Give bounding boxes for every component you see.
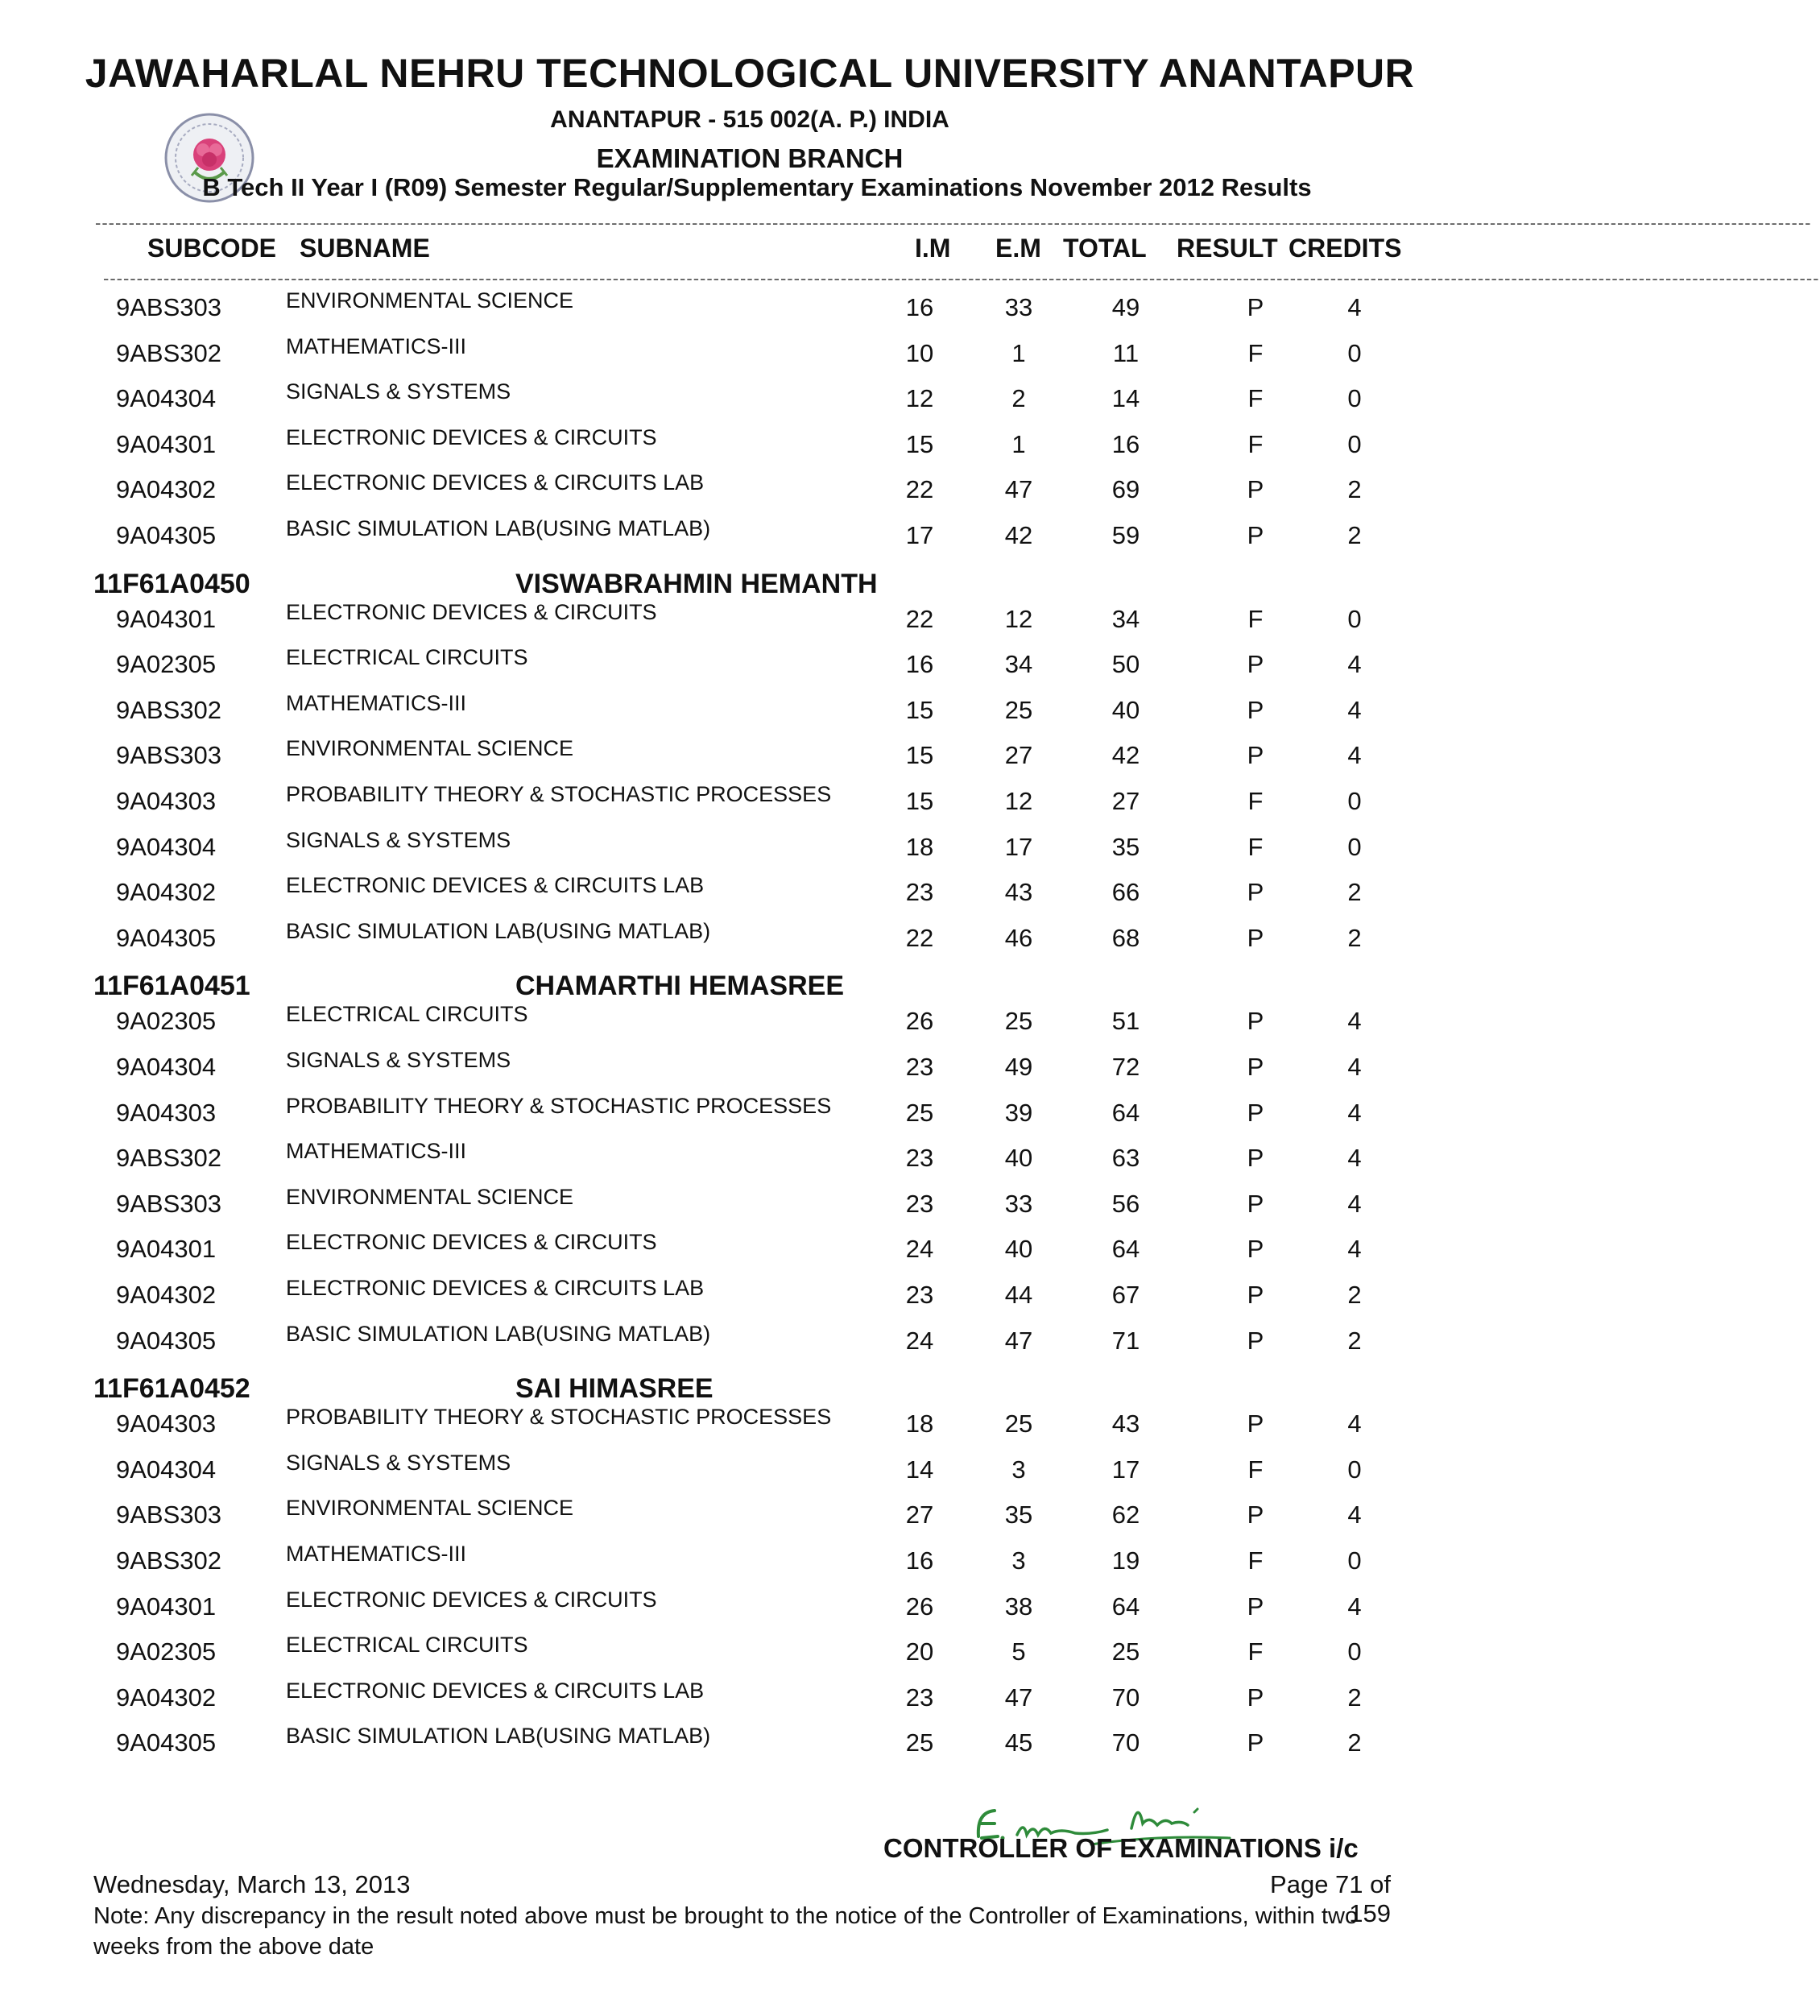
- result-status: P: [1247, 475, 1264, 504]
- result-status: P: [1247, 1728, 1264, 1757]
- external-marks: 3: [1011, 1546, 1026, 1575]
- subject-code: 9A04303: [116, 1410, 217, 1439]
- result-status: F: [1247, 1455, 1264, 1484]
- table-row: [0, 1542, 1649, 1587]
- table-row: [0, 691, 1649, 736]
- subject-name: ELECTRONIC DEVICES & CIRCUITS LAB: [286, 873, 705, 898]
- subject-code: 9A04301: [116, 1592, 217, 1621]
- student-name: VISWABRAHMIN HEMANTH: [515, 568, 878, 599]
- subject-code: 9ABS302: [116, 695, 221, 724]
- subject-name: SIGNALS & SYSTEMS: [286, 379, 511, 404]
- credits-earned: 4: [1347, 695, 1362, 724]
- result-status: P: [1247, 521, 1264, 549]
- result-status: P: [1247, 1144, 1264, 1173]
- credits-earned: 4: [1347, 293, 1362, 321]
- internal-marks: 18: [905, 832, 934, 861]
- result-status: P: [1247, 1410, 1264, 1439]
- subject-name: ELECTRONIC DEVICES & CIRCUITS LAB: [286, 1276, 705, 1300]
- subject-code: 9A04303: [116, 787, 217, 815]
- total-marks: 25: [1111, 1637, 1140, 1666]
- internal-marks: 15: [905, 695, 934, 724]
- external-marks: 5: [1011, 1637, 1026, 1666]
- external-marks: 12: [1004, 787, 1033, 815]
- external-marks: 17: [1004, 832, 1033, 861]
- col-em: E.M: [995, 234, 1041, 263]
- total-marks: 56: [1111, 1189, 1140, 1218]
- table-row: [0, 1588, 1649, 1633]
- result-status: F: [1247, 604, 1264, 633]
- table-row: [0, 425, 1649, 470]
- header-divider-bottom: ----------------------------------------------------------------------------------------------------------------------------------------------------------------------------------------------------------------------------------------------------------------: [103, 268, 1820, 288]
- credits-earned: 4: [1347, 1007, 1362, 1036]
- subject-name: ENVIRONMENTAL SCIENCE: [286, 736, 574, 761]
- total-marks: 42: [1111, 741, 1140, 770]
- external-marks: 25: [1004, 695, 1033, 724]
- subject-name: ELECTRONIC DEVICES & CIRCUITS LAB: [286, 470, 705, 495]
- internal-marks: 10: [905, 338, 934, 367]
- internal-marks: 22: [905, 475, 934, 504]
- subject-code: 9A02305: [116, 650, 217, 679]
- total-marks: 19: [1111, 1546, 1140, 1575]
- credits-earned: 2: [1347, 1683, 1362, 1712]
- result-status: F: [1247, 384, 1264, 413]
- internal-marks: 18: [905, 1410, 934, 1439]
- hall-ticket-number: 11F61A0450: [93, 568, 250, 599]
- subject-code: 9A04304: [116, 1455, 217, 1484]
- subject-name: ELECTRONIC DEVICES & CIRCUITS: [286, 424, 657, 449]
- credits-earned: 0: [1347, 1455, 1362, 1484]
- credits-earned: 4: [1347, 1410, 1362, 1439]
- col-im: I.M: [915, 234, 951, 263]
- col-subname: SUBNAME: [300, 234, 430, 263]
- external-marks: 40: [1004, 1144, 1033, 1173]
- table-row: [0, 1094, 1649, 1139]
- subject-name: MATHEMATICS-III: [286, 333, 466, 358]
- internal-marks: 23: [905, 878, 934, 907]
- subject-name: BASIC SIMULATION LAB(USING MATLAB): [286, 516, 711, 540]
- subject-name: SIGNALS & SYSTEMS: [286, 827, 511, 852]
- table-row: [0, 1679, 1649, 1724]
- result-status: P: [1247, 923, 1264, 952]
- table-row: [0, 1496, 1649, 1541]
- credits-earned: 2: [1347, 878, 1362, 907]
- subject-code: 9A04304: [116, 384, 217, 413]
- total-marks: 34: [1111, 604, 1140, 633]
- result-status: F: [1247, 787, 1264, 815]
- total-marks: 70: [1111, 1728, 1140, 1757]
- external-marks: 33: [1004, 1189, 1033, 1218]
- total-marks: 67: [1111, 1281, 1140, 1309]
- internal-marks: 17: [905, 521, 934, 549]
- table-row: [0, 1322, 1649, 1367]
- student-header: [0, 1373, 1649, 1409]
- credits-earned: 4: [1347, 1592, 1362, 1621]
- table-row: [0, 736, 1649, 781]
- university-address: ANANTAPUR - 515 002(A. P.) INDIA: [550, 106, 949, 133]
- external-marks: 44: [1004, 1281, 1033, 1309]
- subject-name: PROBABILITY THEORY & STOCHASTIC PROCESSES: [286, 1405, 832, 1430]
- table-row: [0, 919, 1649, 964]
- subject-name: ELECTRICAL CIRCUITS: [286, 1002, 528, 1027]
- subject-name: BASIC SIMULATION LAB(USING MATLAB): [286, 1724, 711, 1749]
- credits-earned: 0: [1347, 338, 1362, 367]
- col-result: RESULT: [1177, 234, 1278, 263]
- subject-code: 9A04303: [116, 1098, 217, 1127]
- credits-earned: 0: [1347, 429, 1362, 458]
- subject-code: 9A04301: [116, 1235, 217, 1264]
- internal-marks: 24: [905, 1326, 934, 1355]
- subject-name: ELECTRONIC DEVICES & CIRCUITS: [286, 1587, 657, 1612]
- total-marks: 17: [1111, 1455, 1140, 1484]
- total-marks: 51: [1111, 1007, 1140, 1036]
- total-marks: 62: [1111, 1501, 1140, 1530]
- subject-code: 9ABS303: [116, 293, 221, 321]
- subject-name: BASIC SIMULATION LAB(USING MATLAB): [286, 918, 711, 943]
- table-row: [0, 782, 1649, 827]
- table-row: [0, 334, 1649, 379]
- internal-marks: 23: [905, 1683, 934, 1712]
- external-marks: 47: [1004, 1326, 1033, 1355]
- total-marks: 16: [1111, 429, 1140, 458]
- internal-marks: 26: [905, 1007, 934, 1036]
- external-marks: 33: [1004, 293, 1033, 321]
- table-row: [0, 1724, 1649, 1769]
- credits-earned: 4: [1347, 1053, 1362, 1081]
- subject-code: 9A04301: [116, 429, 217, 458]
- internal-marks: 15: [905, 741, 934, 770]
- result-status: F: [1247, 1637, 1264, 1666]
- subject-code: 9A02305: [116, 1637, 217, 1666]
- subject-code: 9ABS303: [116, 1189, 221, 1218]
- credits-earned: 2: [1347, 521, 1362, 549]
- credits-earned: 2: [1347, 1326, 1362, 1355]
- subject-name: BASIC SIMULATION LAB(USING MATLAB): [286, 1321, 711, 1346]
- hall-ticket-number: 11F61A0451: [93, 971, 250, 1002]
- subject-name: MATHEMATICS-III: [286, 690, 466, 715]
- subject-code: 9ABS302: [116, 1144, 221, 1173]
- internal-marks: 23: [905, 1144, 934, 1173]
- page-number: Page 71 of 159: [1270, 1870, 1391, 1927]
- student-header: [0, 569, 1649, 604]
- external-marks: 47: [1004, 1683, 1033, 1712]
- credits-earned: 4: [1347, 1098, 1362, 1127]
- table-row: [0, 645, 1649, 690]
- subject-code: 9A04305: [116, 923, 217, 952]
- external-marks: 47: [1004, 475, 1033, 504]
- col-credits: CREDITS: [1288, 234, 1402, 263]
- table-row: [0, 288, 1649, 333]
- table-row: [0, 873, 1649, 918]
- external-marks: 39: [1004, 1098, 1033, 1127]
- external-marks: 27: [1004, 741, 1033, 770]
- result-status: P: [1247, 741, 1264, 770]
- credits-earned: 2: [1347, 1728, 1362, 1757]
- total-marks: 69: [1111, 475, 1140, 504]
- table-row: [0, 1451, 1649, 1496]
- internal-marks: 14: [905, 1455, 934, 1484]
- total-marks: 64: [1111, 1592, 1140, 1621]
- total-marks: 14: [1111, 384, 1140, 413]
- student-name: SAI HIMASREE: [515, 1373, 714, 1405]
- credits-earned: 4: [1347, 1501, 1362, 1530]
- total-marks: 68: [1111, 923, 1140, 952]
- internal-marks: 15: [905, 429, 934, 458]
- total-marks: 64: [1111, 1235, 1140, 1264]
- table-row: [0, 1230, 1649, 1275]
- result-status: F: [1247, 429, 1264, 458]
- credits-earned: 2: [1347, 1281, 1362, 1309]
- table-row: [0, 600, 1649, 645]
- table-row: [0, 1405, 1649, 1450]
- table-row: [0, 1276, 1649, 1321]
- subject-code: 9ABS303: [116, 741, 221, 770]
- table-row: [0, 470, 1649, 515]
- external-marks: 38: [1004, 1592, 1033, 1621]
- result-status: P: [1247, 1098, 1264, 1127]
- external-marks: 40: [1004, 1235, 1033, 1264]
- external-marks: 49: [1004, 1053, 1033, 1081]
- result-status: F: [1247, 338, 1264, 367]
- internal-marks: 26: [905, 1592, 934, 1621]
- subject-name: MATHEMATICS-III: [286, 1139, 466, 1164]
- credits-earned: 4: [1347, 1189, 1362, 1218]
- branch-title: EXAMINATION BRANCH: [596, 143, 904, 173]
- subject-name: ELECTRONIC DEVICES & CIRCUITS: [286, 599, 657, 624]
- subject-code: 9A04302: [116, 878, 217, 907]
- result-status: P: [1247, 1501, 1264, 1530]
- subject-code: 9A04301: [116, 604, 217, 633]
- subject-code: 9A02305: [116, 1007, 217, 1036]
- table-row: [0, 1185, 1649, 1230]
- result-status: P: [1247, 650, 1264, 679]
- header-divider-top: ----------------------------------------------------------------------------------------------------------------------------------------------------------------------------------------------------------------------------------------------------------------: [95, 213, 1812, 233]
- table-row: [0, 1139, 1649, 1184]
- subject-name: PROBABILITY THEORY & STOCHASTIC PROCESSES: [286, 782, 832, 806]
- external-marks: 34: [1004, 650, 1033, 679]
- internal-marks: 16: [905, 293, 934, 321]
- subject-name: MATHEMATICS-III: [286, 1542, 466, 1566]
- total-marks: 35: [1111, 832, 1140, 861]
- subject-name: ELECTRONIC DEVICES & CIRCUITS: [286, 1230, 657, 1255]
- total-marks: 49: [1111, 293, 1140, 321]
- credits-earned: 0: [1347, 1637, 1362, 1666]
- external-marks: 43: [1004, 878, 1033, 907]
- credits-earned: 4: [1347, 650, 1362, 679]
- result-date: Wednesday, March 13, 2013: [93, 1870, 411, 1898]
- table-row: [0, 1002, 1649, 1047]
- table-row: [0, 1633, 1649, 1678]
- external-marks: 1: [1011, 338, 1026, 367]
- internal-marks: 22: [905, 923, 934, 952]
- credits-earned: 0: [1347, 832, 1362, 861]
- controller-title: CONTROLLER OF EXAMINATIONS i/c: [883, 1833, 1359, 1863]
- table-row: [0, 828, 1649, 873]
- internal-marks: 27: [905, 1501, 934, 1530]
- result-status: P: [1247, 878, 1264, 907]
- internal-marks: 20: [905, 1637, 934, 1666]
- external-marks: 46: [1004, 923, 1033, 952]
- result-status: P: [1247, 1189, 1264, 1218]
- student-name: CHAMARTHI HEMASREE: [515, 971, 844, 1002]
- subject-name: ENVIRONMENTAL SCIENCE: [286, 1184, 574, 1209]
- total-marks: 40: [1111, 695, 1140, 724]
- internal-marks: 23: [905, 1281, 934, 1309]
- credits-earned: 0: [1347, 1546, 1362, 1575]
- internal-marks: 25: [905, 1728, 934, 1757]
- internal-marks: 24: [905, 1235, 934, 1264]
- internal-marks: 22: [905, 604, 934, 633]
- external-marks: 2: [1011, 384, 1026, 413]
- student-header: [0, 971, 1649, 1006]
- table-row: [0, 1048, 1649, 1093]
- external-marks: 25: [1004, 1007, 1033, 1036]
- external-marks: 35: [1004, 1501, 1033, 1530]
- result-status: P: [1247, 1235, 1264, 1264]
- total-marks: 63: [1111, 1144, 1140, 1173]
- result-status: P: [1247, 695, 1264, 724]
- subject-name: ENVIRONMENTAL SCIENCE: [286, 288, 574, 313]
- total-marks: 50: [1111, 650, 1140, 679]
- subject-code: 9A04302: [116, 1683, 217, 1712]
- subject-code: 9A04305: [116, 521, 217, 549]
- total-marks: 43: [1111, 1410, 1140, 1439]
- total-marks: 64: [1111, 1098, 1140, 1127]
- subject-code: 9A04302: [116, 475, 217, 504]
- subject-name: ELECTRICAL CIRCUITS: [286, 645, 528, 670]
- result-status: P: [1247, 1592, 1264, 1621]
- subject-code: 9A04304: [116, 832, 217, 861]
- table-row: [0, 516, 1649, 561]
- credits-earned: 0: [1347, 787, 1362, 815]
- subject-code: 9A04304: [116, 1053, 217, 1081]
- credits-earned: 0: [1347, 384, 1362, 413]
- internal-marks: 16: [905, 1546, 934, 1575]
- result-status: P: [1247, 1281, 1264, 1309]
- credits-earned: 2: [1347, 475, 1362, 504]
- total-marks: 70: [1111, 1683, 1140, 1712]
- exam-title: B Tech II Year I (R09) Semester Regular/Supplementary Examinations November 2012 Results: [202, 173, 1312, 201]
- subject-code: 9ABS302: [116, 338, 221, 367]
- subject-name: ELECTRICAL CIRCUITS: [286, 1633, 528, 1658]
- total-marks: 72: [1111, 1053, 1140, 1081]
- external-marks: 3: [1011, 1455, 1026, 1484]
- subject-code: 9A04305: [116, 1326, 217, 1355]
- total-marks: 59: [1111, 521, 1140, 549]
- subject-name: ENVIRONMENTAL SCIENCE: [286, 1496, 574, 1521]
- subject-name: ELECTRONIC DEVICES & CIRCUITS LAB: [286, 1678, 705, 1703]
- discrepancy-note: Note: Any discrepancy in the result noted above must be brought to the notice of the Controller of Examinations, within two weeks from the above date: [93, 1903, 1359, 1960]
- result-status: P: [1247, 1007, 1264, 1036]
- external-marks: 1: [1011, 429, 1026, 458]
- credits-earned: 0: [1347, 604, 1362, 633]
- col-subcode: SUBCODE: [147, 234, 277, 263]
- subject-code: 9A04305: [116, 1728, 217, 1757]
- external-marks: 12: [1004, 604, 1033, 633]
- internal-marks: 16: [905, 650, 934, 679]
- result-status: F: [1247, 1546, 1264, 1575]
- internal-marks: 23: [905, 1053, 934, 1081]
- subject-name: SIGNALS & SYSTEMS: [286, 1048, 511, 1072]
- credits-earned: 2: [1347, 923, 1362, 952]
- subject-name: SIGNALS & SYSTEMS: [286, 1450, 511, 1475]
- total-marks: 11: [1112, 338, 1140, 367]
- result-status: F: [1247, 832, 1264, 861]
- university-title: JAWAHARLAL NEHRU TECHNOLOGICAL UNIVERSITY ANANTAPUR: [85, 51, 1415, 96]
- subject-code: 9ABS303: [116, 1501, 221, 1530]
- internal-marks: 23: [905, 1189, 934, 1218]
- result-status: P: [1247, 1053, 1264, 1081]
- total-marks: 71: [1111, 1326, 1140, 1355]
- table-row: [0, 379, 1649, 424]
- result-status: P: [1247, 293, 1264, 321]
- credits-earned: 4: [1347, 1235, 1362, 1264]
- internal-marks: 25: [905, 1098, 934, 1127]
- subject-name: PROBABILITY THEORY & STOCHASTIC PROCESSES: [286, 1093, 832, 1118]
- credits-earned: 4: [1347, 1144, 1362, 1173]
- result-status: P: [1247, 1326, 1264, 1355]
- col-total: TOTAL: [1063, 234, 1147, 263]
- external-marks: 42: [1004, 521, 1033, 549]
- external-marks: 45: [1004, 1728, 1033, 1757]
- total-marks: 66: [1111, 878, 1140, 907]
- subject-code: 9A04302: [116, 1281, 217, 1309]
- external-marks: 25: [1004, 1410, 1033, 1439]
- internal-marks: 15: [905, 787, 934, 815]
- subject-code: 9ABS302: [116, 1546, 221, 1575]
- credits-earned: 4: [1347, 741, 1362, 770]
- hall-ticket-number: 11F61A0452: [93, 1373, 250, 1405]
- result-status: P: [1247, 1683, 1264, 1712]
- total-marks: 27: [1111, 787, 1140, 815]
- internal-marks: 12: [905, 384, 934, 413]
